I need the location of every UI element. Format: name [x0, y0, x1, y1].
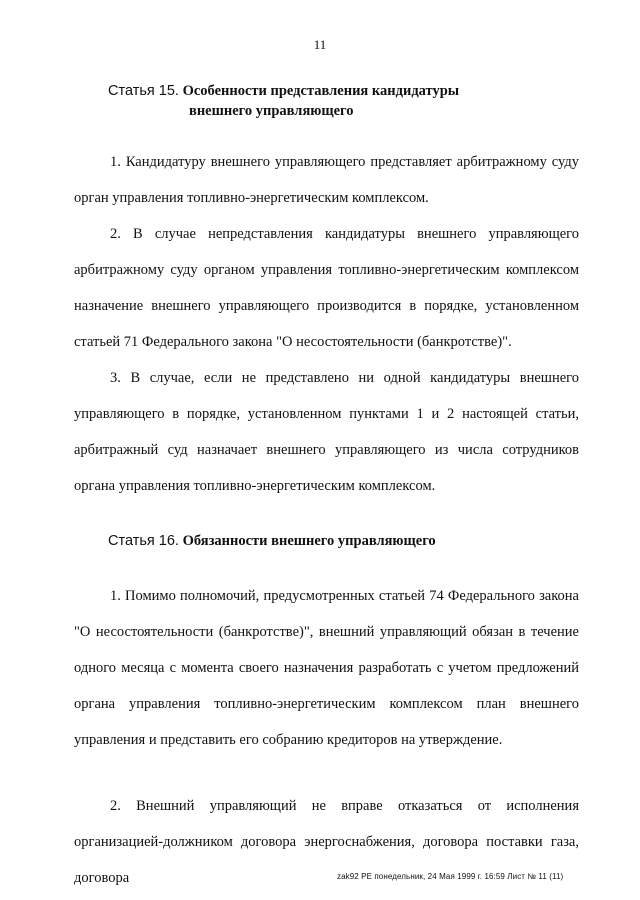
- article-16-paragraph-1: 1. Помимо полномочий, предусмотренных статьей 74 Федерального закона "О несостоятельности (банкротстве)", внешний управляющий обязан в течение одного месяца с момента своего назначения разработать с учетом предложений органа управления топливно-энергетическим комплексом план внешнего управления и представить его собранию кредиторов на утверждение.: [74, 588, 579, 748]
- article-15-paragraph-3: 3. В случае, если не представлено ни одной кандидатуры внешнего управляющего в порядке, установленном пунктами 1 и 2 настоящей статьи, арбитражный суд назначает внешнего управляющего из числа сотрудников органа управления топливно-энергетическим комплексом.: [74, 370, 579, 494]
- article-15-heading: [108, 81, 459, 121]
- article-15-title-line2: внешнего управляющего: [189, 103, 354, 119]
- article-16-heading: [108, 531, 436, 551]
- article-16-title: Обязанности внешнего управляющего: [182, 533, 436, 549]
- page-number: 11: [313, 37, 327, 52]
- article-16-paragraph-2: 2. Внешний управляющий не вправе отказаться от исполнения организацией-должником договора энергоснабжения, договора поставки газа, договора: [74, 798, 579, 886]
- footer-stamp: zak92 PE понедельник, 24 Мая 1999 г. 16:59 Лист № 11 (11): [337, 872, 564, 881]
- article-15-title-line1: Особенности представления кандидатуры: [182, 83, 460, 99]
- article-15-label: Статья 15.: [108, 83, 179, 99]
- article-15-paragraph-2: 2. В случае непредставления кандидатуры внешнего управляющего арбитражному суду органом управления топливно-энергетическим комплексом назначение внешнего управляющего производится в порядке, установленном статьей 71 Федерального закона "О несостоятельности (банкротстве)".: [74, 226, 579, 350]
- article-16-label: Статья 16.: [108, 533, 179, 549]
- article-15-paragraph-1: 1. Кандидатуру внешнего управляющего представляет арбитражному суду орган управления топливно-энергетическим комплексом.: [74, 154, 579, 206]
